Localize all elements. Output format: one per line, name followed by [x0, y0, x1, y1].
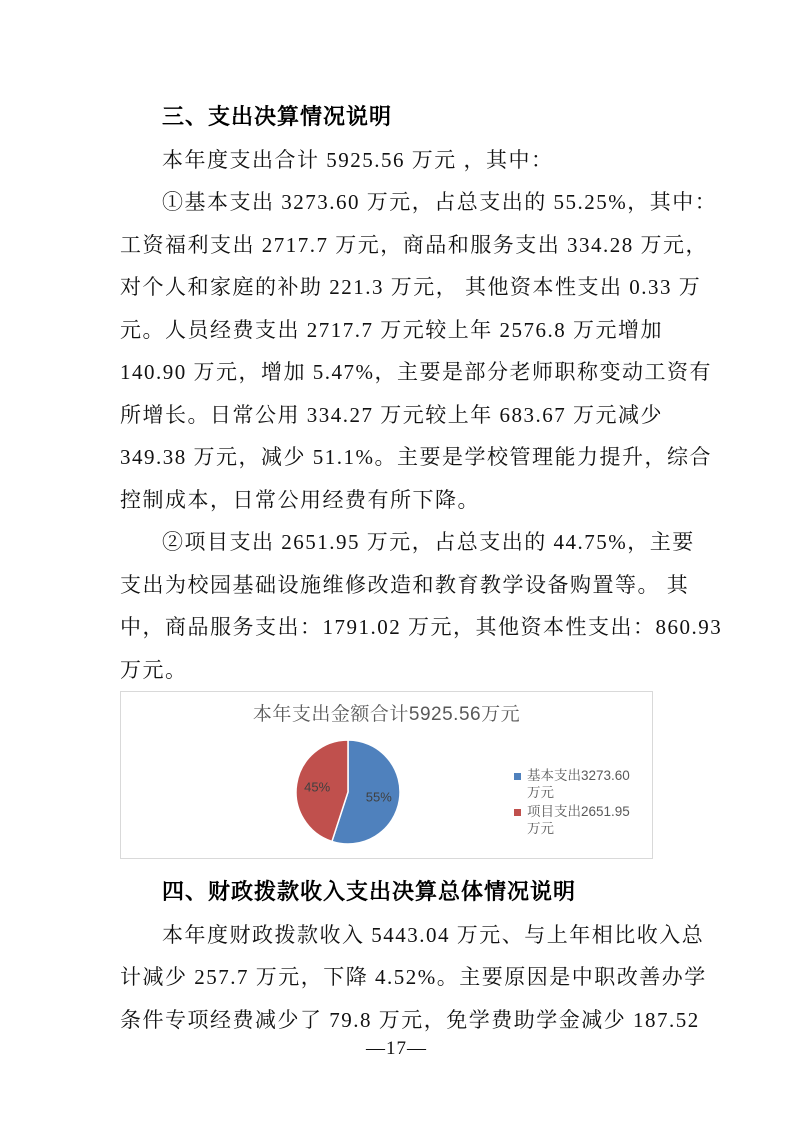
text-line: 所增长。日常公用 334.27 万元较上年 683.67 万元减少: [120, 402, 663, 427]
text-line: 万元。: [120, 657, 188, 682]
legend-item: [514, 804, 649, 837]
text-line: 控制成本，日常公用经费有所下降。: [120, 487, 480, 512]
legend-label: 项目支出2651.95 万元: [527, 804, 630, 836]
text-line: 工资福利支出 2717.7 万元，商品和服务支出 334.28 万元，: [120, 232, 708, 257]
pie-percent-label: 45%: [304, 779, 331, 795]
text-line: ②项目支出 2651.95 万元，占总支出的 44.75%，主要: [162, 530, 695, 554]
text-blocks-bottom: [120, 871, 707, 1041]
legend-label: 基本支出3273.60 万元: [527, 768, 630, 800]
legend-swatch-icon: [514, 773, 521, 780]
text-line: 140.90 万元，增加 5.47%，主要是部分老师职称变动工资有: [120, 360, 712, 384]
section-heading: 四、财政拨款收入支出决算总体情况说明: [162, 879, 577, 904]
footer-page-number: —17—: [366, 1038, 427, 1059]
chart-legend: [514, 768, 649, 840]
text-line: 元。人员经费支出 2717.7 万元较上年 2576.8 万元增加: [120, 317, 663, 342]
text-blocks-top: [120, 96, 723, 691]
text-line: 对个人和家庭的补助 221.3 万元， 其他资本性支出 0.33 万: [120, 275, 702, 299]
text-line: ①基本支出 3273.60 万元，占总支出的 55.25%，其中：: [162, 190, 718, 214]
text-line: 349.38 万元，减少 51.1%。主要是学校管理能力提升，综合: [120, 445, 712, 469]
text-line: 本年度支出合计 5925.56 万元 ，其中：: [162, 147, 554, 172]
expenditure-pie-chart: [120, 691, 653, 859]
section-heading: 三、支出决算情况说明: [162, 104, 393, 129]
legend-swatch-icon: [514, 809, 521, 816]
text-line: 本年度财政拨款收入 5443.04 万元、与上年相比收入总: [162, 922, 705, 947]
chart-title: 本年支出金额合计5925.56万元: [252, 704, 521, 725]
page-content: [120, 96, 723, 1041]
pie-chart-canvas: [292, 736, 404, 848]
text-line: 支出为校园基础设施维修改造和教育教学设备购置等。 其: [120, 572, 690, 597]
text-line: 条件专项经费减少了 79.8 万元，免学费助学金减少 187.52: [120, 1007, 700, 1032]
text-line: 中，商品服务支出：1791.02 万元，其他资本性支出：860.93: [120, 615, 723, 639]
pie-percent-label: 55%: [365, 789, 392, 805]
legend-item: [514, 768, 649, 801]
text-line: 计减少 257.7 万元，下降 4.52%。主要原因是中职改善办学: [120, 965, 707, 989]
